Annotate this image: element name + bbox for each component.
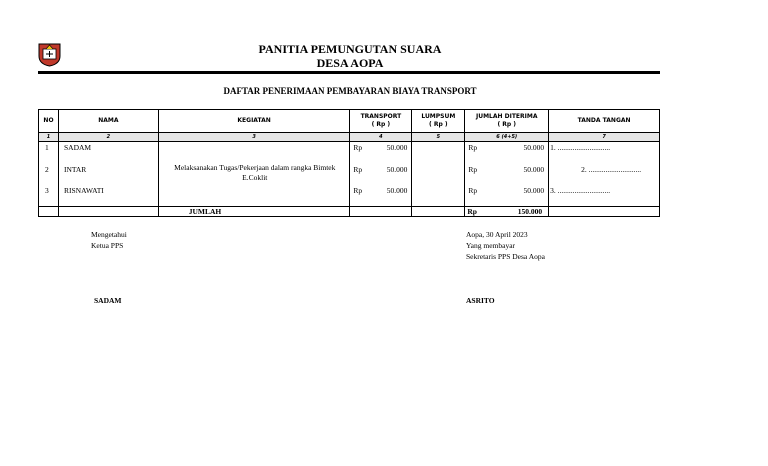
table-body-row xyxy=(39,142,660,207)
signature-line: 3. ............................ xyxy=(550,186,611,195)
signature-line: 2. ............................ xyxy=(581,165,642,174)
total-row xyxy=(39,207,660,217)
right-sig-name: ASRITO xyxy=(466,296,495,305)
left-sig-name: SADAM xyxy=(94,296,122,305)
total-currency: Rp xyxy=(467,207,477,216)
index-cell: 1 xyxy=(39,133,59,142)
index-row xyxy=(39,133,660,142)
no-cell xyxy=(39,142,59,207)
index-cell: 6 (4+5) xyxy=(465,133,549,142)
col-header-jumlah: JUMLAH DITERIMA ( Rp ) xyxy=(465,110,549,133)
row-no: 2 xyxy=(45,165,49,174)
right-sig-line1: Aopa, 30 April 2023 xyxy=(466,230,528,239)
col-header-lumpsum: LUMPSUM ( Rp ) xyxy=(412,110,465,133)
col-header-nama: NAMA xyxy=(58,110,158,133)
header-title-2: DESA AOPA xyxy=(316,56,384,70)
row-nama: SADAM xyxy=(63,143,92,152)
table-header-row xyxy=(39,110,660,133)
header-title-1: PANITIA PEMUNGUTAN SUARA xyxy=(258,42,442,56)
index-cell: 4 xyxy=(350,133,412,142)
document-subtitle: DAFTAR PENERIMAAN PEMBAYARAN BIAYA TRANSPORT xyxy=(223,86,477,96)
col-header-transport: TRANSPORT ( Rp ) xyxy=(350,110,412,133)
col-header-no: NO xyxy=(39,110,59,133)
currency-label: Rp xyxy=(353,143,363,152)
total-value: 150.000 xyxy=(517,207,543,216)
row-no: 1 xyxy=(45,143,49,152)
right-sig-line3: Sekretaris PPS Desa Aopa xyxy=(466,252,545,261)
row-no: 3 xyxy=(45,186,49,195)
kegiatan-cell xyxy=(158,142,350,207)
currency-label: Rp xyxy=(468,165,478,174)
col-header-kegiatan: KEGIATAN xyxy=(158,110,350,133)
left-sig-line1: Mengetahui xyxy=(91,230,127,239)
index-cell: 5 xyxy=(412,133,465,142)
left-sig-line2: Ketua PPS xyxy=(91,241,124,250)
header-rule xyxy=(38,71,660,74)
payment-table xyxy=(38,109,660,217)
index-cell: 7 xyxy=(549,133,660,142)
jumlah-cell xyxy=(465,142,549,207)
transport-value: 50.000 xyxy=(386,143,408,152)
right-sig-line2: Yang membayar xyxy=(466,241,516,250)
jumlah-value: 50.000 xyxy=(523,186,545,195)
transport-value: 50.000 xyxy=(386,165,408,174)
jumlah-value: 50.000 xyxy=(523,143,545,152)
currency-label: Rp xyxy=(353,165,363,174)
signature-line: 1. ............................ xyxy=(550,143,611,152)
ttd-cell xyxy=(549,142,660,207)
currency-label: Rp xyxy=(468,143,478,152)
total-cell xyxy=(465,207,549,217)
transport-cell xyxy=(350,142,412,207)
currency-label: Rp xyxy=(353,186,363,195)
kpu-logo-icon xyxy=(37,40,62,67)
nama-cell xyxy=(58,142,158,207)
kegiatan-text: Melaksanakan Tugas/Pekerjaan dalam rangka Bimtek E.Coklit xyxy=(174,163,336,182)
jumlah-value: 50.000 xyxy=(523,165,545,174)
col-header-ttd: TANDA TANGAN xyxy=(549,110,660,133)
lumpsum-cell xyxy=(412,142,465,207)
total-label: JUMLAH xyxy=(158,207,350,217)
currency-label: Rp xyxy=(468,186,478,195)
row-nama: RISNAWATI xyxy=(63,186,104,195)
index-cell: 3 xyxy=(158,133,350,142)
transport-value: 50.000 xyxy=(386,186,408,195)
row-nama: INTAR xyxy=(63,165,87,174)
index-cell: 2 xyxy=(58,133,158,142)
